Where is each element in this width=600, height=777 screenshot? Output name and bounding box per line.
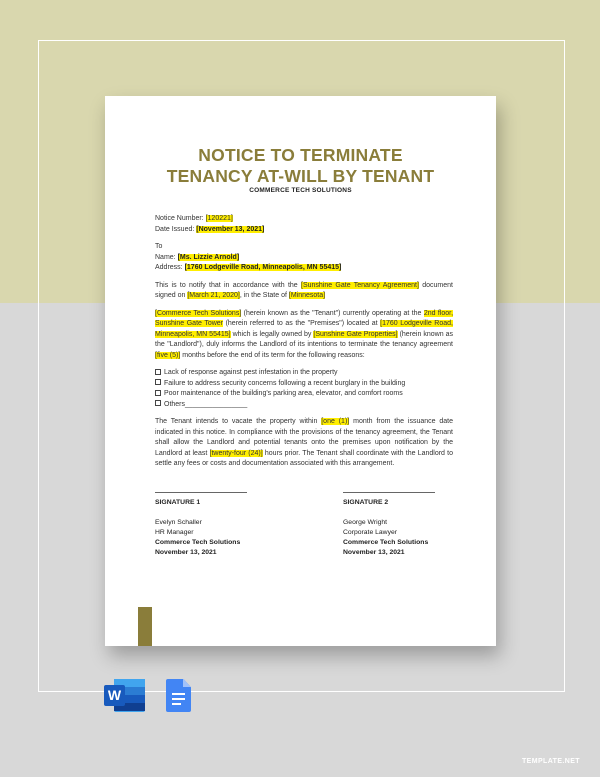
reason-item[interactable] xyxy=(155,400,453,411)
vacate-period-field: [one (1)] xyxy=(321,418,350,425)
reason-label: Poor maintenance of the building's parking area, elevator, and comfort rooms xyxy=(164,390,403,397)
signatory-title: HR Manager xyxy=(155,529,194,536)
signatory-date: November 13, 2021 xyxy=(155,549,217,556)
document-title xyxy=(105,145,496,187)
word-icon-letter: W xyxy=(104,685,125,706)
google-docs-icon[interactable] xyxy=(166,679,191,712)
p3-text-1: The Tenant intends to vacate the property within xyxy=(155,418,318,425)
landlord-field: [Sunshine Gate Properties] xyxy=(313,330,398,338)
reasons-list xyxy=(155,368,453,410)
signatory-title: Corporate Lawyer xyxy=(343,529,398,536)
name-label: Name: xyxy=(155,253,176,261)
checkbox-icon[interactable] xyxy=(155,400,161,406)
title-line-2: TENANCY AT-WILL BY TENANT xyxy=(166,166,435,186)
signature-label: SIGNATURE 1 xyxy=(155,498,201,506)
reason-label: Lack of response against pest infestation in the property xyxy=(164,369,338,376)
notice-number-line xyxy=(155,214,453,225)
signatory-name: Evelyn Schaller xyxy=(155,519,202,526)
signatory-name: George Wright xyxy=(343,519,388,526)
checkbox-icon[interactable] xyxy=(155,390,161,396)
p2-text-2: (herein referred to as the "Premises") located at xyxy=(225,320,378,327)
p1-text-3: , in the State of xyxy=(239,292,287,299)
company-header: COMMERCE TECH SOLUTIONS xyxy=(249,187,352,194)
premises-address-field: [1760 Lodgeville Road, Minneapolis, MN 55415] xyxy=(155,320,453,338)
address-line xyxy=(155,263,453,274)
signature-section xyxy=(155,492,453,559)
signatory-date: November 13, 2021 xyxy=(343,549,405,556)
watermark: TEMPLATE.NET xyxy=(522,758,580,765)
reason-item[interactable] xyxy=(155,379,453,390)
notification-hours-field: [twenty-four (24)] xyxy=(209,449,263,457)
document-binding-tab xyxy=(138,607,152,646)
date-issued-label: Date Issued: xyxy=(155,225,195,233)
agreement-name-field: [Sunshine Gate Tenancy Agreement] xyxy=(301,281,419,289)
p3-text-2: month from the issuance date indicated in this notice. In compliance with the provisions of the tenancy agreement, the Tenant shall allow the Landlord and potential tenants onto the premises upon notification by the Landlord at least xyxy=(155,418,454,457)
name-value: [Ms. Lizzie Arnold] xyxy=(177,253,240,261)
notice-period-field: [five (5)] xyxy=(155,351,181,359)
paragraph-3 xyxy=(155,417,453,470)
p1-text-1: This is to notify that in accordance with the xyxy=(155,281,298,289)
reason-item[interactable] xyxy=(155,389,453,400)
p2-text-4: (herein known as the "Landlord"), duly informs the Landlord of its intentions to terminate the tenancy agreement xyxy=(155,330,453,348)
signature-block-1 xyxy=(155,492,265,559)
tenant-name-field: [Commerce Tech Solutions] xyxy=(155,309,242,317)
signature-block-2 xyxy=(343,492,453,559)
signatory-org: Commerce Tech Solutions xyxy=(155,539,241,546)
signature-label: SIGNATURE 2 xyxy=(343,498,389,506)
title-line-1: NOTICE TO TERMINATE xyxy=(198,145,403,165)
checkbox-icon[interactable] xyxy=(155,379,161,385)
p3-text-3: hours prior. The Tenant shall coordinate with the Landlord to settle any fees or costs and documentation associated with this arrangement. xyxy=(155,449,453,467)
p2-text-3: which is legally owned by xyxy=(232,330,312,338)
date-issued-line xyxy=(155,225,453,236)
signatory-info xyxy=(343,518,453,558)
notice-number-label: Notice Number: xyxy=(155,215,204,222)
document-body xyxy=(155,214,453,558)
date-issued-value: [November 13, 2021] xyxy=(196,225,265,233)
p2-text-5: months before the end of its term for the following reasons: xyxy=(182,351,365,359)
p1-text-2: document signed on xyxy=(155,281,453,299)
signatory-info xyxy=(155,518,265,558)
word-icon[interactable] xyxy=(104,679,146,712)
paragraph-1 xyxy=(155,281,453,302)
notice-number-value: [120221] xyxy=(205,215,233,222)
state-field: [Minnesota] xyxy=(288,292,326,299)
address-label: Address: xyxy=(155,264,183,271)
address-value: [1760 Lodgeville Road, Minneapolis, MN 55415] xyxy=(184,264,342,271)
paragraph-2 xyxy=(155,309,453,362)
premises-field: 2nd floor, Sunshine Gate Tower xyxy=(155,309,454,327)
signed-date-field: [March 21, 2020] xyxy=(187,292,240,299)
name-line xyxy=(155,253,453,264)
reason-label: Others________________ xyxy=(164,400,248,408)
p2-text-1: (herein known as the "Tenant") currently operating at the xyxy=(243,309,422,317)
reason-label: Failure to address security concerns following a recent burglary in the building xyxy=(164,379,406,387)
to-label: To xyxy=(155,243,163,250)
reason-item[interactable] xyxy=(155,368,453,379)
signatory-org: Commerce Tech Solutions xyxy=(343,539,429,546)
checkbox-icon[interactable] xyxy=(155,369,161,375)
document-preview[interactable] xyxy=(105,96,496,646)
